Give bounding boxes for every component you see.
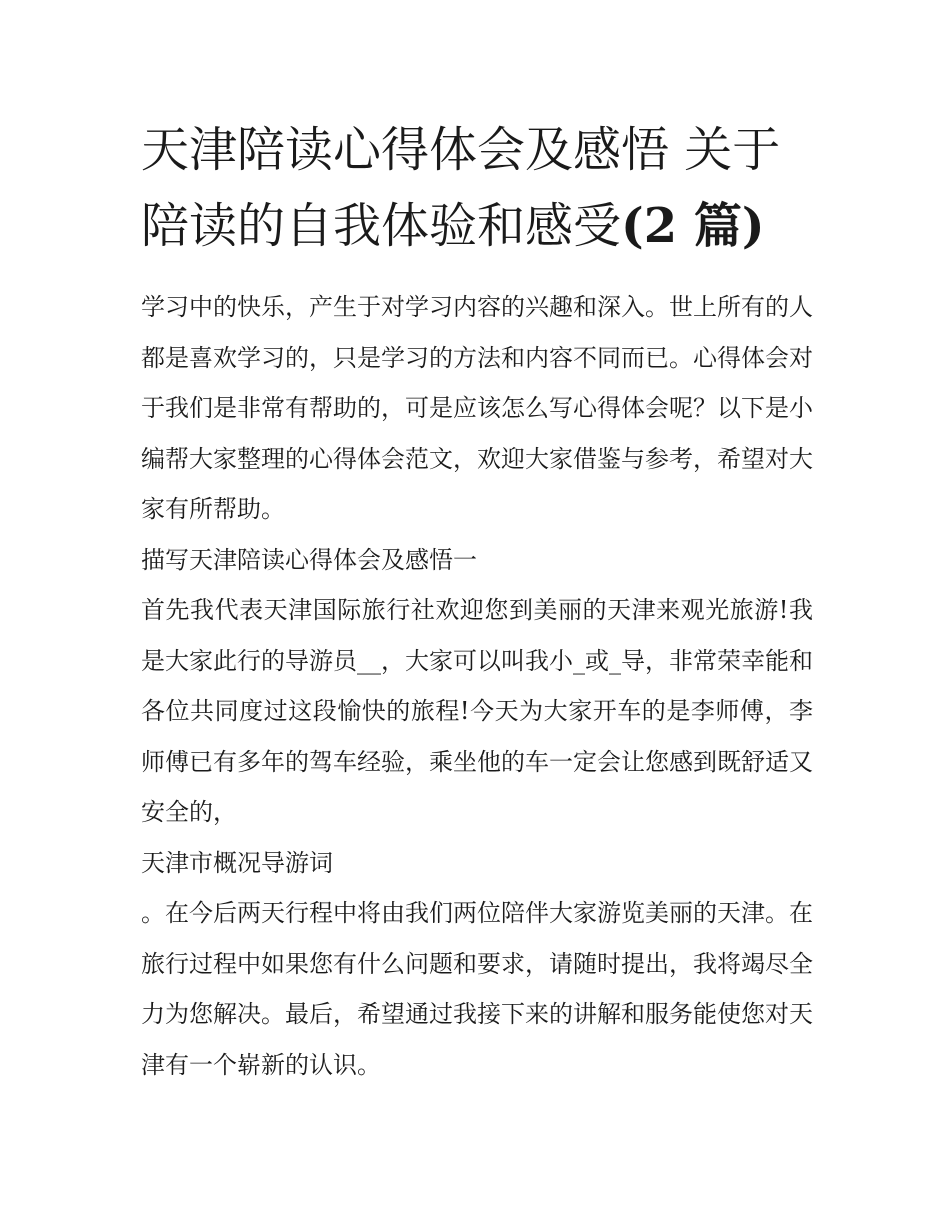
section-body-2: 。在今后两天行程中将由我们两位陪伴大家游览美丽的天津。在旅行过程中如果您有什么问题和要求，请随时提出，我将竭尽全力为您解决。最后，希望通过我接下来的讲解和服务能使您对天津有一个崭新的认识。: [141, 899, 813, 1079]
document-title: [141, 112, 813, 264]
section-heading-1: 描写天津陪读心得体会及感悟一: [141, 545, 477, 574]
document-title-main: 天津陪读心得体会及感悟 关于陪读的自我体验和感受: [141, 122, 781, 254]
section-body-1: 首先我代表天津国际旅行社欢迎您到美丽的天津来观光旅游!我是大家此行的导游员__，大家可以叫我小_或_导，非常荣幸能和各位共同度过这段愉快的旅程!今天为大家开车的是李师傅，李师傅已有多年的驾车经验，乘坐他的车一定会让您感到既舒适又安全的，: [141, 596, 813, 826]
section-heading-2: 天津市概况导游词: [141, 848, 333, 877]
intro-paragraph: 学习中的快乐，产生于对学习内容的兴趣和深入。世上所有的人都是喜欢学习的，只是学习的方法和内容不同而已。心得体会对于我们是非常有帮助的，可是应该怎么写心得体会呢？以下是小编帮大家整理的心得体会范文，欢迎大家借鉴与参考，希望对大家有所帮助。: [141, 293, 813, 523]
document-content: [141, 112, 813, 1090]
document-title-count: (2 篇): [621, 198, 765, 254]
